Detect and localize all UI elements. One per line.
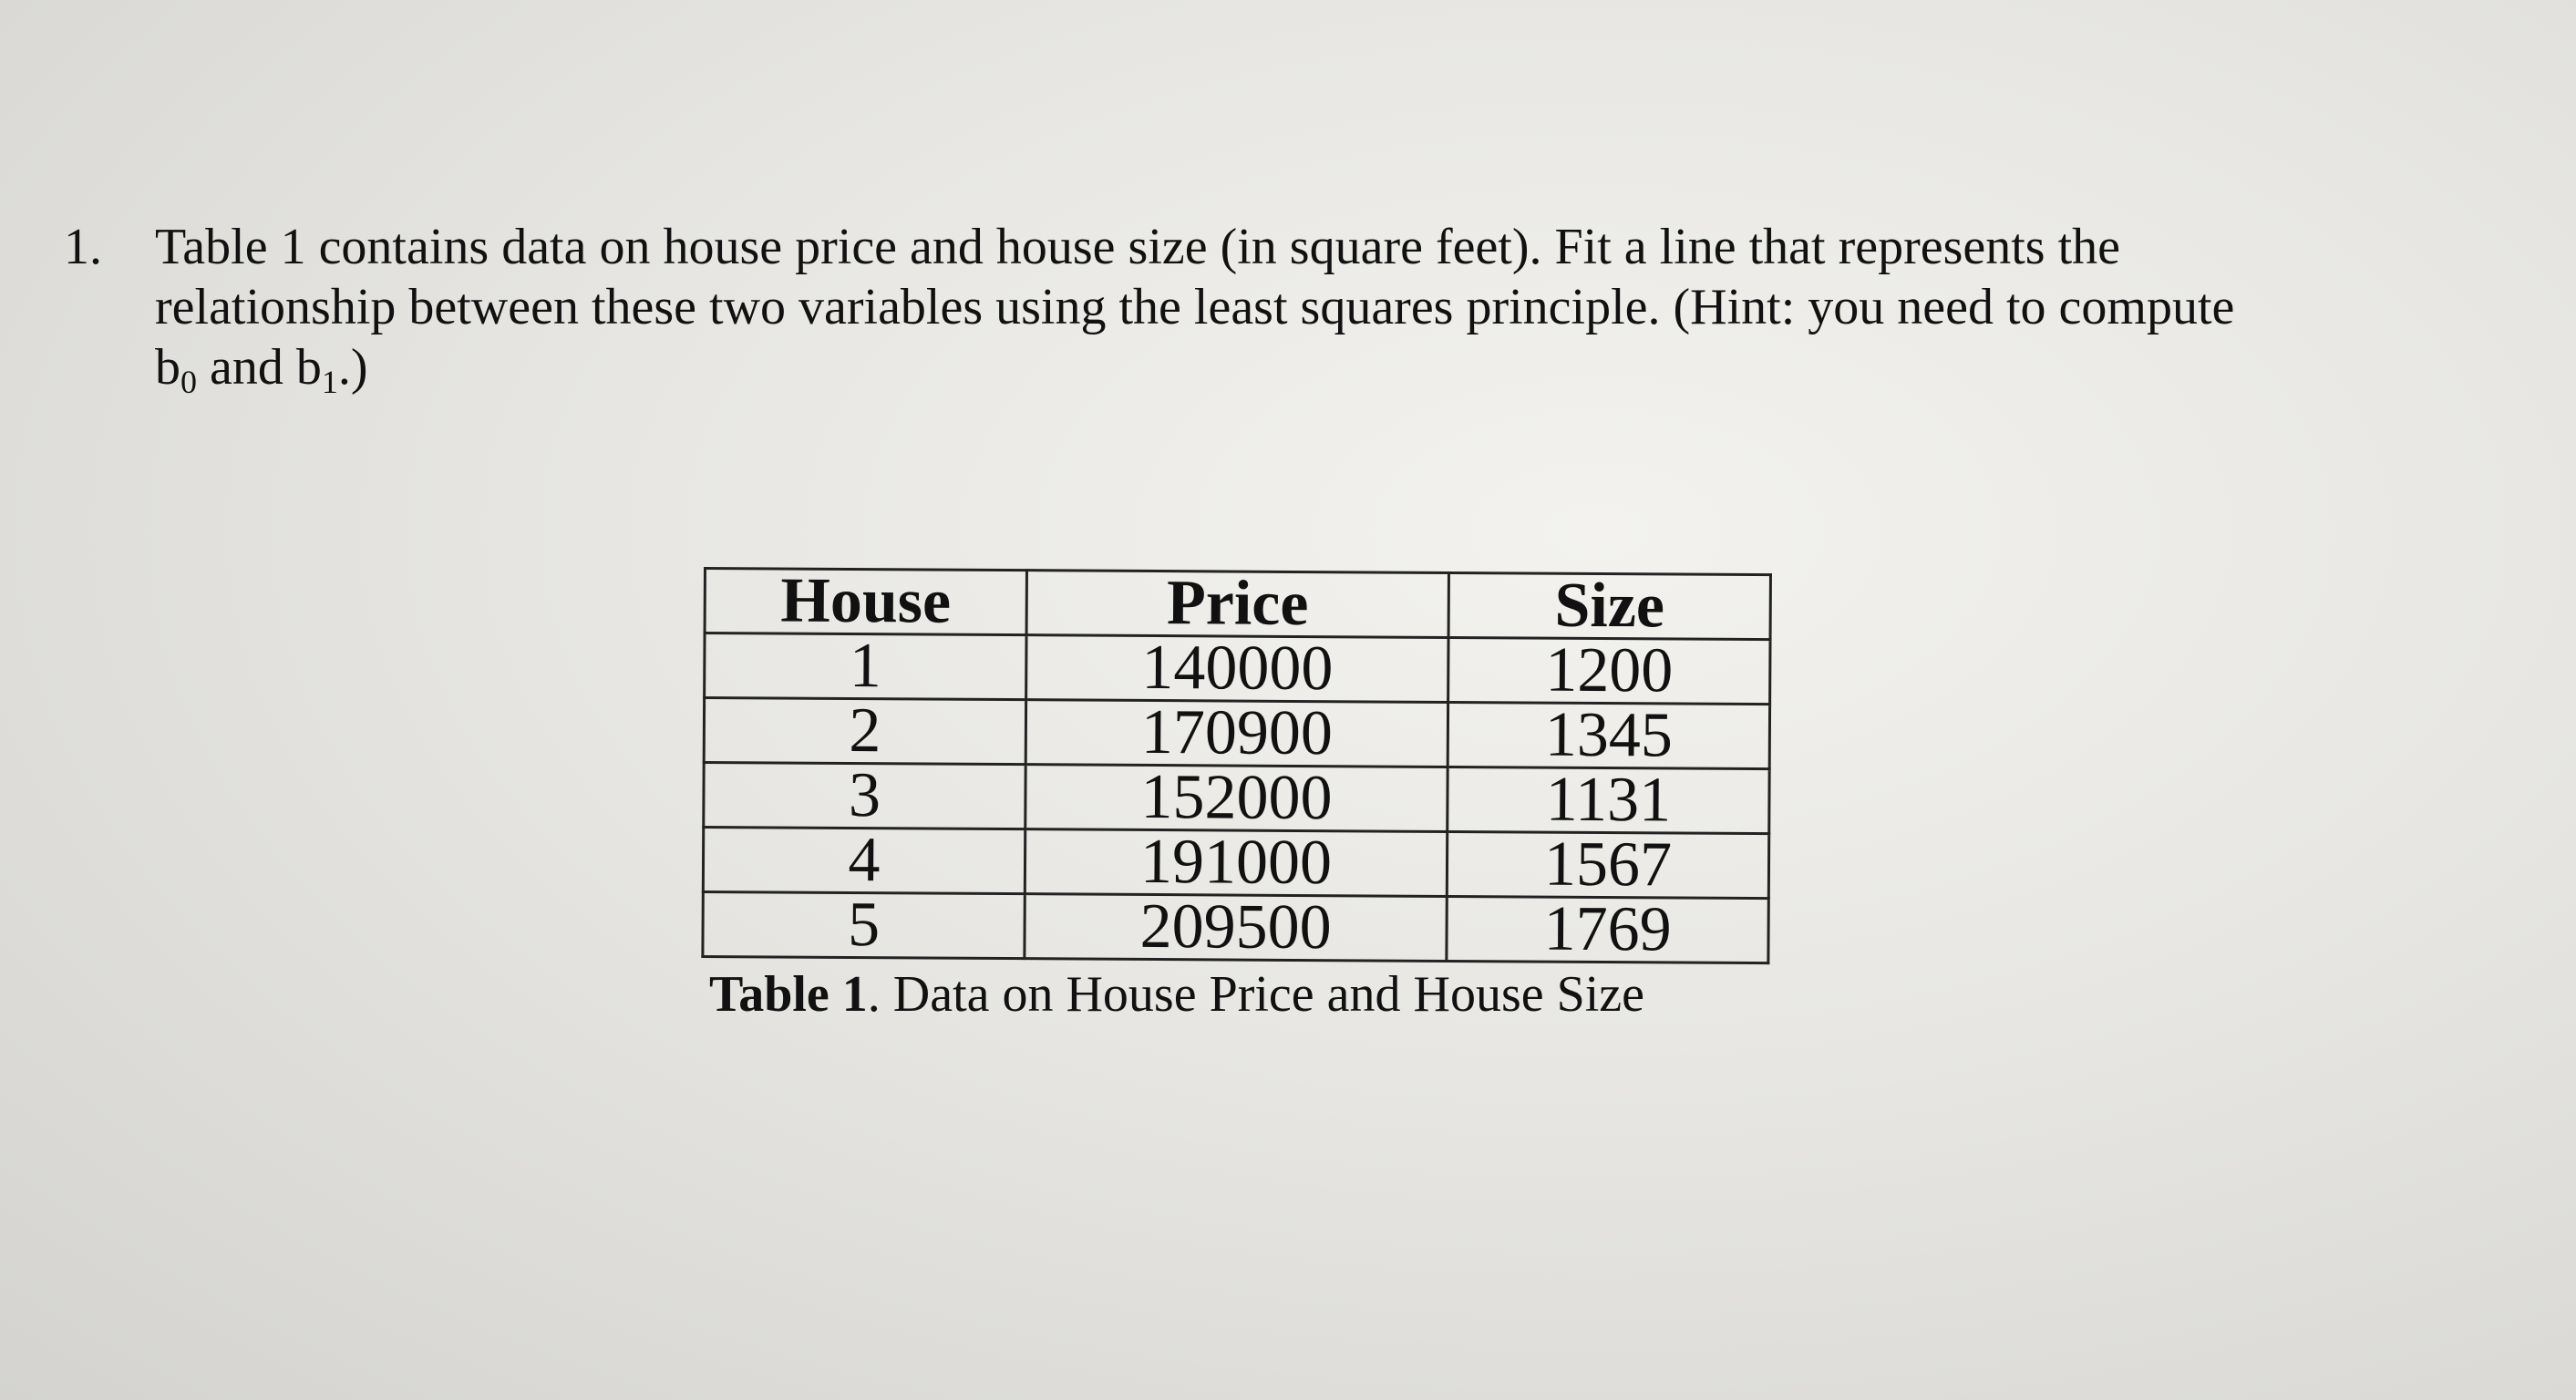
data-table-wrapper xyxy=(701,567,1772,964)
cell-size: 1567 xyxy=(1447,831,1768,898)
cell-house: 4 xyxy=(703,828,1025,894)
problem-line-2: relationship between these two variables using the least squares principle. (Hint: you need to compute xyxy=(155,279,2235,335)
cell-house: 2 xyxy=(704,698,1025,765)
header-price: Price xyxy=(1026,571,1448,638)
cell-size: 1769 xyxy=(1447,896,1768,962)
cell-price: 191000 xyxy=(1025,829,1447,897)
problem-line-3 xyxy=(155,337,2525,400)
cell-price: 152000 xyxy=(1025,765,1448,832)
b1-subscript: 1 xyxy=(321,364,338,400)
cell-house: 3 xyxy=(704,763,1025,829)
caption-label: Table 1 xyxy=(709,966,868,1023)
house-data-table xyxy=(701,567,1772,964)
table-caption xyxy=(709,964,1644,1024)
table-row xyxy=(703,828,1768,899)
cell-price: 170900 xyxy=(1025,700,1448,767)
cell-size: 1131 xyxy=(1448,767,1769,833)
b0-base: b xyxy=(155,339,180,396)
problem-text xyxy=(155,217,2525,400)
table-row xyxy=(704,698,1769,769)
table-header-row xyxy=(705,569,1770,640)
header-size: Size xyxy=(1448,572,1770,639)
table-row xyxy=(705,633,1770,705)
cell-house: 5 xyxy=(703,892,1025,959)
problem-number: 1. xyxy=(64,219,102,275)
cell-price: 140000 xyxy=(1026,635,1448,703)
line-3-tail: .) xyxy=(337,339,368,396)
cell-size: 1345 xyxy=(1448,702,1769,768)
cell-price: 209500 xyxy=(1025,894,1447,962)
table-row xyxy=(703,892,1768,963)
cell-house: 1 xyxy=(705,633,1026,700)
caption-text: . Data on House Price and House Size xyxy=(867,966,1645,1023)
problem-line-1: Table 1 contains data on house price and house size (in square feet). Fit a line that represents the xyxy=(155,219,2120,275)
b1-base: b xyxy=(295,339,322,396)
table-row xyxy=(704,763,1769,834)
b0-subscript: 0 xyxy=(180,364,197,400)
cell-size: 1200 xyxy=(1448,637,1770,704)
header-house: House xyxy=(705,569,1026,635)
and-text: and xyxy=(197,339,296,396)
